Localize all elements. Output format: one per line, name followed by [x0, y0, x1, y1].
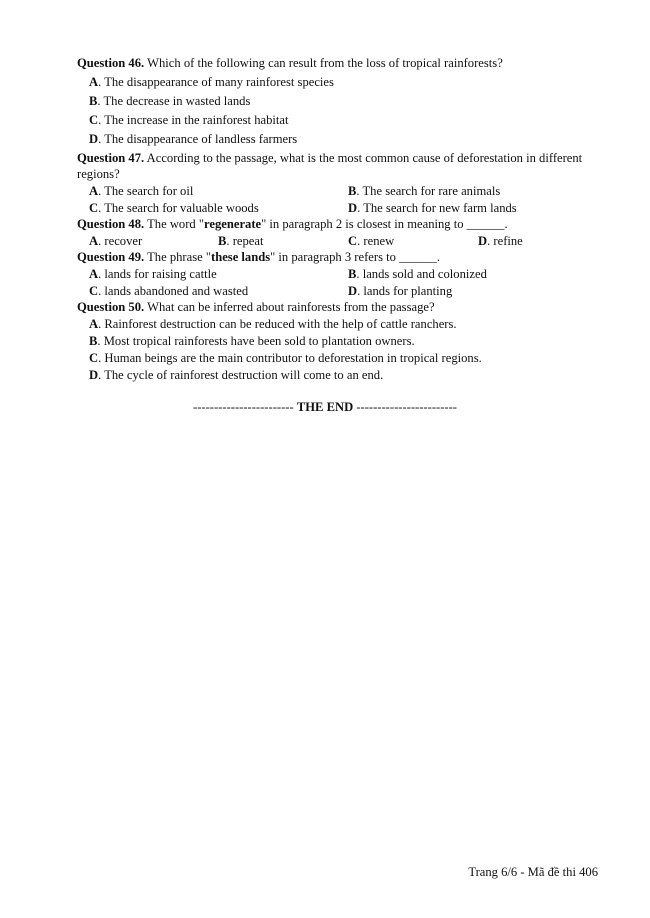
q50-option-b: B. Most tropical rainforests have been sold to plantation owners. — [89, 334, 415, 348]
question-47-label: Question 47. — [77, 151, 145, 165]
q50-option-d: D. The cycle of rainforest destruction will come to an end. — [89, 368, 384, 382]
q46-option-a: A. The disappearance of many rainforest species — [89, 75, 334, 89]
question-49-keyword: these lands — [211, 250, 271, 264]
question-48-label: Question 48. — [77, 217, 145, 231]
q47-option-c: C. The search for valuable woods — [89, 201, 259, 215]
q48-option-b: B. repeat — [218, 234, 264, 248]
question-47-stem-cont: regions? — [77, 167, 120, 181]
q48-option-a: A. recover — [89, 234, 143, 248]
q46-option-d: D. The disappearance of landless farmers — [89, 132, 298, 146]
question-47-stem: Question 47. According to the passage, what is the most common cause of deforestation in different — [77, 151, 583, 165]
q46-option-b: B. The decrease in wasted lands — [89, 94, 251, 108]
question-50-label: Question 50. — [77, 300, 145, 314]
q47-option-b: B. The search for rare animals — [348, 184, 501, 198]
question-48-keyword: regenerate — [204, 217, 262, 231]
q48-option-c: C. renew — [348, 234, 395, 248]
q50-option-a: A. Rainforest destruction can be reduced with the help of cattle ranchers. — [89, 317, 457, 331]
q49-option-d: D. lands for planting — [348, 284, 453, 298]
question-46-label: Question 46. — [77, 56, 145, 70]
q46-option-c: C. The increase in the rainforest habitat — [89, 113, 289, 127]
question-48-stem: Question 48. The word "regenerate" in paragraph 2 is closest in meaning to ______. — [77, 217, 508, 231]
q47-option-a: A. The search for oil — [89, 184, 194, 198]
question-50-stem: Question 50. What can be inferred about rainforests from the passage? — [77, 300, 435, 314]
q47-option-d: D. The search for new farm lands — [348, 201, 517, 215]
page-footer: Trang 6/6 - Mã đề thi 406 — [468, 865, 598, 879]
the-end-marker: ------------------------ THE END ------------------------ — [193, 400, 457, 414]
q50-option-c: C. Human beings are the main contributor to deforestation in tropical regions. — [89, 351, 482, 365]
question-46-stem: Question 46. Which of the following can result from the loss of tropical rainforests? — [77, 56, 503, 70]
q49-option-c: C. lands abandoned and wasted — [89, 284, 249, 298]
q49-option-a: A. lands for raising cattle — [89, 267, 217, 281]
question-49-label: Question 49. — [77, 250, 145, 264]
question-49-stem: Question 49. The phrase "these lands" in paragraph 3 refers to ______. — [77, 250, 440, 264]
the-end-text: THE END — [296, 400, 354, 414]
q48-option-d: D. refine — [478, 234, 523, 248]
q49-option-b: B. lands sold and colonized — [348, 267, 487, 281]
